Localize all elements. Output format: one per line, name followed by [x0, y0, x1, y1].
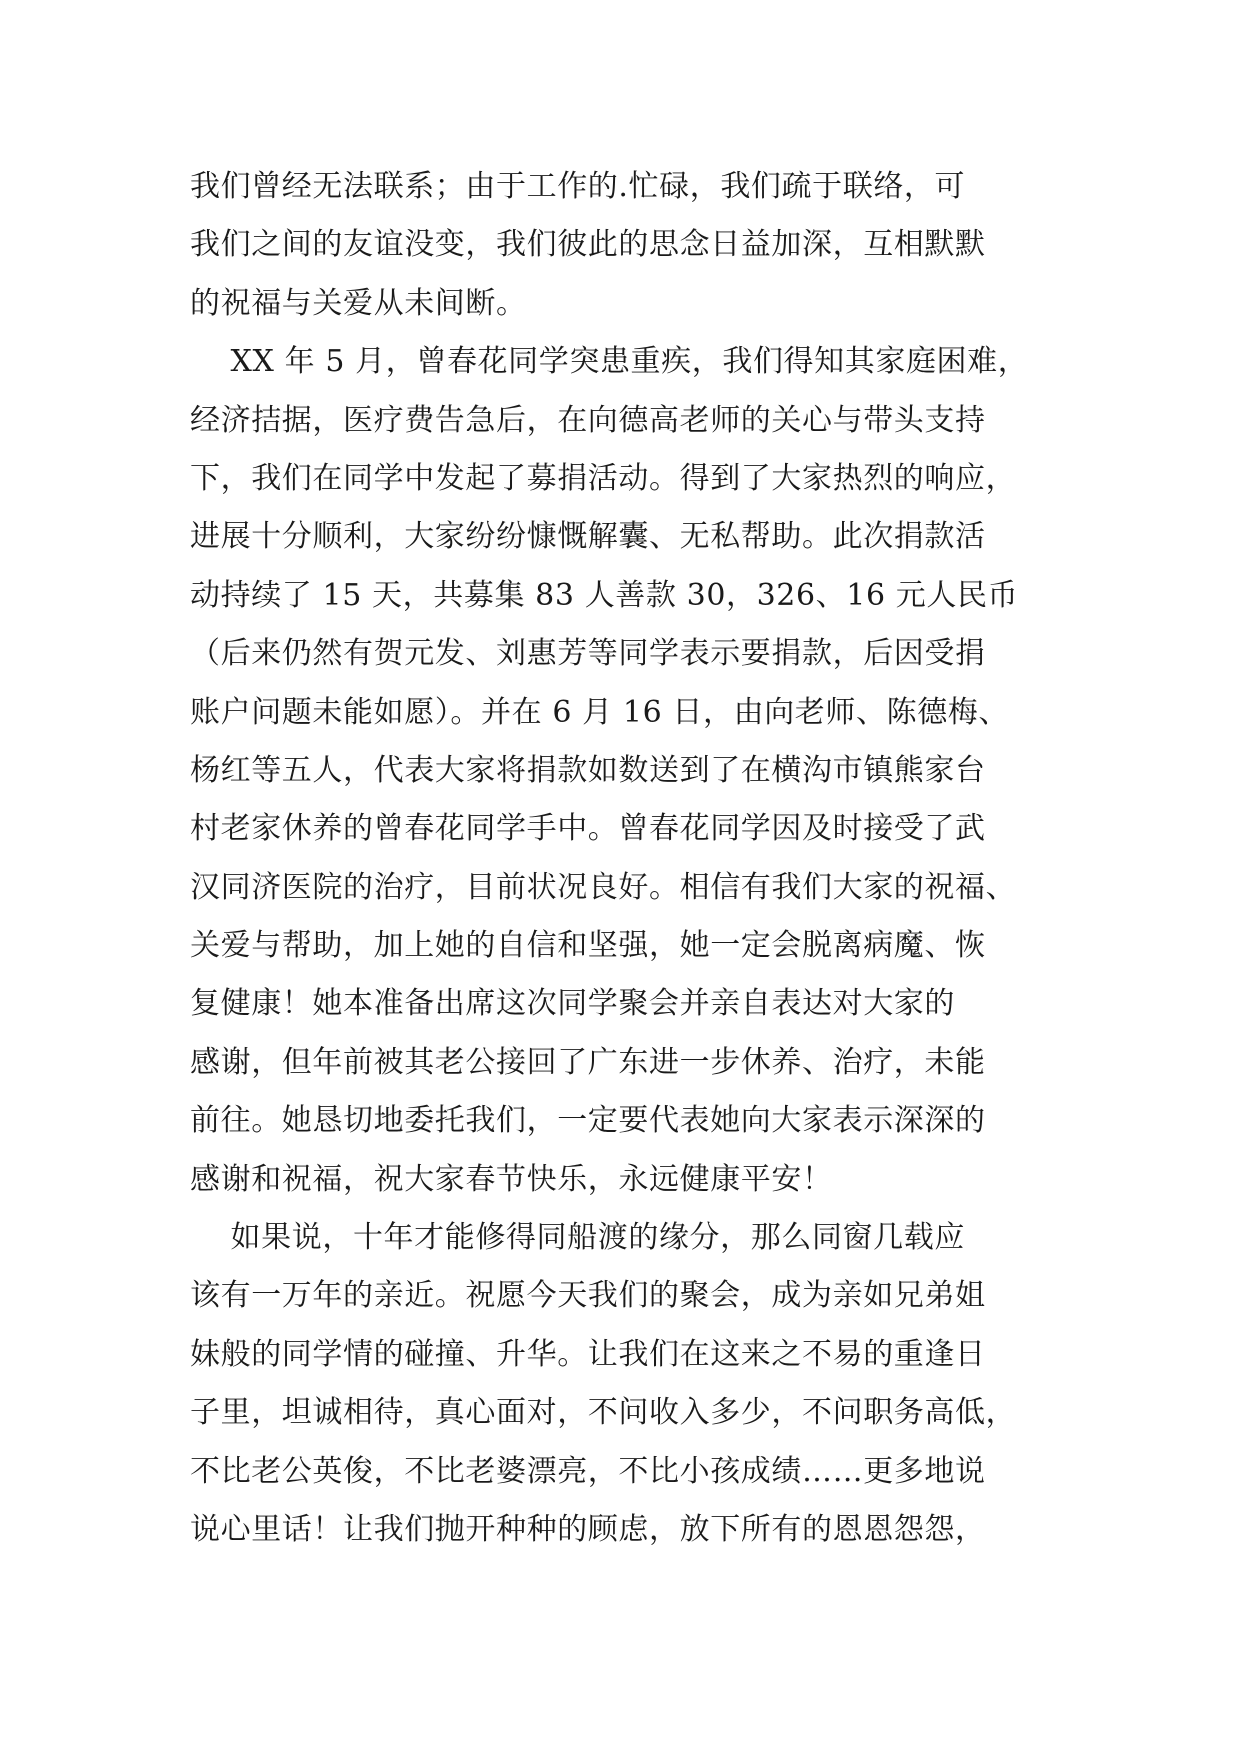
text-line: 关爱与帮助，加上她的自信和坚强，她一定会脱离病魔、恢 — [190, 928, 986, 964]
text-line: 感谢，但年前被其老公接回了广东进一步休养、治疗，未能 — [190, 1044, 986, 1080]
text-line: 我们之间的友谊没变，我们彼此的思念日益加深，互相默默 — [190, 227, 986, 263]
text-line: 村老家休养的曾春花同学手中。曾春花同学因及时接受了武 — [190, 811, 986, 847]
text-line: 说心里话！让我们抛开种种的顾虑，放下所有的恩恩怨怨， — [190, 1511, 986, 1547]
text-line: 我们曾经无法联系；由于工作的.忙碌，我们疏于联络，可 — [190, 169, 966, 204]
text-line: 动持续了 15 天，共募集 83 人善款 30，326、16 元人民币 — [190, 577, 1019, 613]
text-line: 进展十分顺利，大家纷纷慷慨解囊、无私帮助。此次捐款活 — [190, 519, 986, 555]
text-line: 不比老公英俊，不比老婆漂亮，不比小孩成绩……更多地说 — [190, 1453, 986, 1489]
text-line: 汉同济医院的治疗，目前状况良好。相信有我们大家的祝福、 — [190, 869, 1017, 905]
document-body — [190, 158, 1070, 1559]
text-line: 杨红等五人，代表大家将捐款如数送到了在横沟市镇熊家台 — [190, 752, 986, 788]
text-line: 下，我们在同学中发起了募捐活动。得到了大家热烈的响应， — [190, 460, 1017, 496]
paragraph-3 — [190, 1209, 1070, 1559]
text-line: 经济拮据，医疗费告急后，在向德高老师的关心与带头支持 — [190, 402, 986, 438]
text-line: 妹般的同学情的碰撞、升华。让我们在这来之不易的重逢日 — [190, 1336, 986, 1372]
text-line: 的祝福与关爱从未间断。 — [190, 285, 527, 321]
paragraph-1 — [190, 158, 1070, 333]
text-line: 账户问题未能如愿）。并在 6 月 16 日，由向老师、陈德梅、 — [190, 694, 1010, 730]
text-line: 感谢和祝福，祝大家春节快乐，永远健康平安！ — [190, 1161, 833, 1197]
text-line: 前往。她恳切地委托我们，一定要代表她向大家表示深深的 — [190, 1103, 986, 1139]
text-line: 子里，坦诚相待，真心面对，不问收入多少，不问职务高低， — [190, 1395, 1017, 1431]
paragraph-2 — [190, 333, 1070, 1209]
text-line: XX 年 5 月，曾春花同学突患重疾，我们得知其家庭困难， — [190, 344, 1029, 380]
text-line: 如果说，十年才能修得同船渡的缘分，那么同窗几载应 — [190, 1220, 965, 1256]
text-line: 该有一万年的亲近。祝愿今天我们的聚会，成为亲如兄弟姐 — [190, 1278, 986, 1314]
text-line: （后来仍然有贺元发、刘惠芳等同学表示要捐款，后因受捐 — [190, 636, 986, 672]
text-line: 复健康！她本准备出席这次同学聚会并亲自表达对大家的 — [190, 986, 955, 1022]
